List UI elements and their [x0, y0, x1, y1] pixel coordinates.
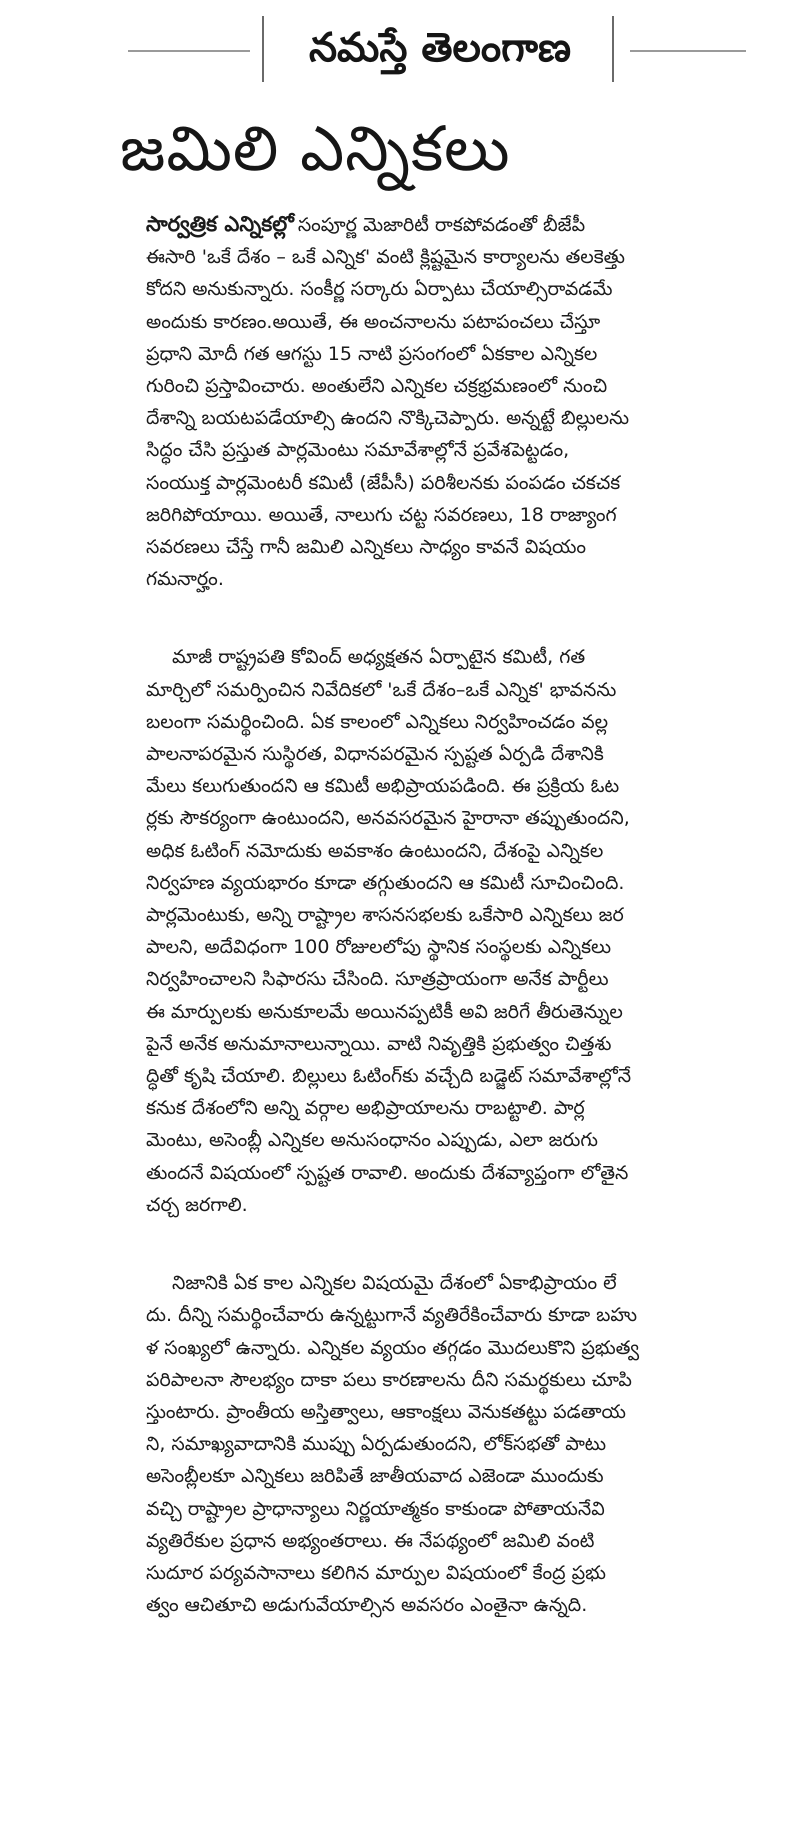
article-line: అధిక ఓటింగ్ నమోదుకు అవకాశం ఉంటుందని, దేశంపై ఎన్నికల: [146, 839, 604, 862]
article-line: వ్యతిరేకుల ప్రధాన అభ్యంతరాలు. ఈ నేపథ్యంలో జమిలి వంటి: [146, 1529, 595, 1552]
article-line: సిద్ధం చేసి ప్రస్తుత పార్లమెంటు సమావేశాల్లోనే ప్రవేశపెట్టడం,: [146, 439, 570, 462]
article-line: పాలనాపరమైన సుస్థిరత, విధానపరమైన స్పష్టత ఏర్పడి దేశానికి: [146, 743, 604, 766]
article-line: నిజానికి ఏక కాల ఎన్నికల విషయమై దేశంలో ఏకాభిప్రాయం లే: [172, 1272, 617, 1295]
article-paragraph: [146, 208, 780, 595]
article-line: కనుక దేశంలోని అన్ని వర్గాల అభిప్రాయాలను రాబట్టాలి. పార్ల: [146, 1097, 585, 1120]
article-line: మార్చిలో సమర్పించిన నివేదికలో 'ఒకే దేశం–ఒకే ఎన్నిక' భావనను: [146, 678, 617, 701]
article-line: [146, 208, 780, 241]
article-line: ఈ మార్పులకు అనుకూలమే అయినప్పటికీ అవి జరిగే తీరుతెన్నుల: [146, 1000, 623, 1023]
article-line: చర్చ జరగాలి.: [146, 1193, 248, 1216]
article-line: అసెంబ్లీలకూ ఎన్నికలు జరిపితే జాతీయవాద ఎజెండా ముందుకు: [146, 1465, 604, 1488]
article-line: కోదని అనుకున్నారు. సంకీర్ణ సర్కారు ఏర్పాటు చేయాల్సిరావడమే: [146, 278, 613, 301]
article-line: అందుకు కారణం.అయితే, ఈ అంచనాలను పటాపంచలు చేస్తూ: [146, 310, 601, 333]
masthead-left-rule: [128, 50, 250, 52]
article-line: ళ సంఖ్యలో ఉన్నారు. ఎన్నికల వ్యయం తగ్గడం మొదలుకొని ప్రభుత్వ: [146, 1336, 640, 1359]
article-line: మెంటు, అసెంబ్లీ ఎన్నికల అనుసంధానం ఎప్పుడు, ఎలా జరుగు: [146, 1129, 599, 1152]
masthead-left-bar: [262, 16, 264, 82]
article-line: స్తుంటారు. ప్రాంతీయ అస్తిత్వాలు, ఆకాంక్షలు వెనుకతట్టు పడతాయ: [146, 1400, 626, 1423]
editorial-headline: జమిలి ఎన్నికలు: [120, 112, 511, 185]
article-line: సుదూర పర్యవసానాలు కలిగిన మార్పుల విషయంలో కేంద్ర ప్రభు: [146, 1561, 606, 1584]
editorial-article: [146, 208, 780, 1667]
article-line: ర్లకు సౌకర్యంగా ఉంటుందని, అనవసరమైన హైరానా తప్పుతుందని,: [146, 807, 630, 830]
article-line: తుందనే విషయంలో స్పష్టత రావాలి. అందుకు దేశవ్యాప్తంగా లోతైన: [146, 1161, 629, 1184]
article-line: పాలని, అదేవిధంగా 100 రోజులలోపు స్థానిక సంస్థలకు ఎన్నికలు: [146, 936, 612, 959]
article-line: ఈసారి 'ఒకే దేశం – ఒకే ఎన్నిక' వంటి క్లిష్టమైన కార్యాలను తలకెత్తు: [146, 246, 626, 269]
lead-word: సార్వత్రిక ఎన్నికల్లో: [146, 212, 294, 236]
article-line: గురించి ప్రస్తావించారు. అంతులేని ఎన్నికల చక్రభ్రమణంలో నుంచి: [146, 375, 608, 398]
article-line: మాజీ రాష్ట్రపతి కోవింద్ అధ్యక్షతన ఏర్పాటైన కమిటీ, గత: [172, 646, 586, 669]
article-paragraph: [146, 1267, 780, 1621]
article-line: త్వం ఆచితూచి అడుగువేయాల్సిన అవసరం ఎంతైనా ఉన్నది.: [146, 1594, 588, 1617]
article-line: వచ్చి రాష్ట్రాల ప్రాధాన్యాలు నిర్ణయాత్మకం కాకుండా పోతాయనేవి: [146, 1497, 605, 1520]
article-line: దు. దీన్ని సమర్థించేవారు ఉన్నట్టుగానే వ్యతిరేకించేవారు కూడా బహు: [146, 1304, 638, 1327]
newspaper-name: నమస్తే తెలంగాణ: [308, 25, 572, 71]
masthead-right-bar: [612, 16, 614, 82]
article-line: జరిగిపోయాయి. అయితే, నాలుగు చట్ట సవరణలు, 18 రాజ్యాంగ: [146, 503, 617, 526]
article-line: నిర్వహణ వ్యయభారం కూడా తగ్గుతుందని ఆ కమిటీ సూచించింది.: [146, 871, 625, 894]
article-paragraph: [146, 641, 780, 1221]
article-line: బలంగా సమర్థించింది. ఏక కాలంలో ఎన్నికలు నిర్వహించడం వల్ల: [146, 710, 609, 733]
article-line-text: సంపూర్ణ మెజారిటీ రాకపోవడంతో బీజేపీ: [297, 214, 586, 236]
article-line: నిర్వహించాలని సిఫారసు చేసింది. సూత్రప్రాయంగా అనేక పార్టీలు: [146, 968, 609, 991]
article-line: పార్లమెంటుకు, అన్ని రాష్ట్రాల శాసనసభలకు ఒకేసారి ఎన్నికలు జర: [146, 904, 624, 927]
article-line: దేశాన్ని బయటపడేయాల్సి ఉందని నొక్కిచెప్పారు. అన్నట్టే బిల్లులను: [146, 407, 630, 430]
article-line: సవరణలు చేస్తే గానీ జమిలి ఎన్నికలు సాధ్యం కావనే విషయం: [146, 536, 587, 559]
article-line: ని, సమాఖ్యవాదానికి ముప్పు ఏర్పడుతుందని, లోక్‌సభతో పాటు: [146, 1433, 607, 1456]
masthead: [0, 14, 800, 84]
masthead-right-rule: [630, 50, 746, 52]
article-line: ద్ధితో కృషి చేయాలి. బిల్లులు ఓటింగ్‌కు వచ్చేది బడ్జెట్ సమావేశాల్లోనే: [146, 1065, 632, 1088]
article-line: పైనే అనేక అనుమానాలున్నాయి. వాటి నివృత్తికి ప్రభుత్వం చిత్తశు: [146, 1032, 612, 1055]
article-line: గమనార్హం.: [146, 568, 224, 591]
article-line: ప్రధాని మోదీ గత ఆగస్టు 15 నాటి ప్రసంగంలో ఏకకాల ఎన్నికల: [146, 342, 598, 365]
article-line: మేలు కలుగుతుందని ఆ కమిటీ అభిప్రాయపడింది. ఈ ప్రక్రియ ఓట: [146, 775, 620, 798]
article-line: పరిపాలనా సౌలభ్యం దాకా పలు కారణాలను దీని సమర్థకులు చూపి: [146, 1368, 632, 1391]
article-line: సంయుక్త పార్లమెంటరీ కమిటీ (జేపీసీ) పరిశీలనకు పంపడం చకచక: [146, 471, 621, 494]
